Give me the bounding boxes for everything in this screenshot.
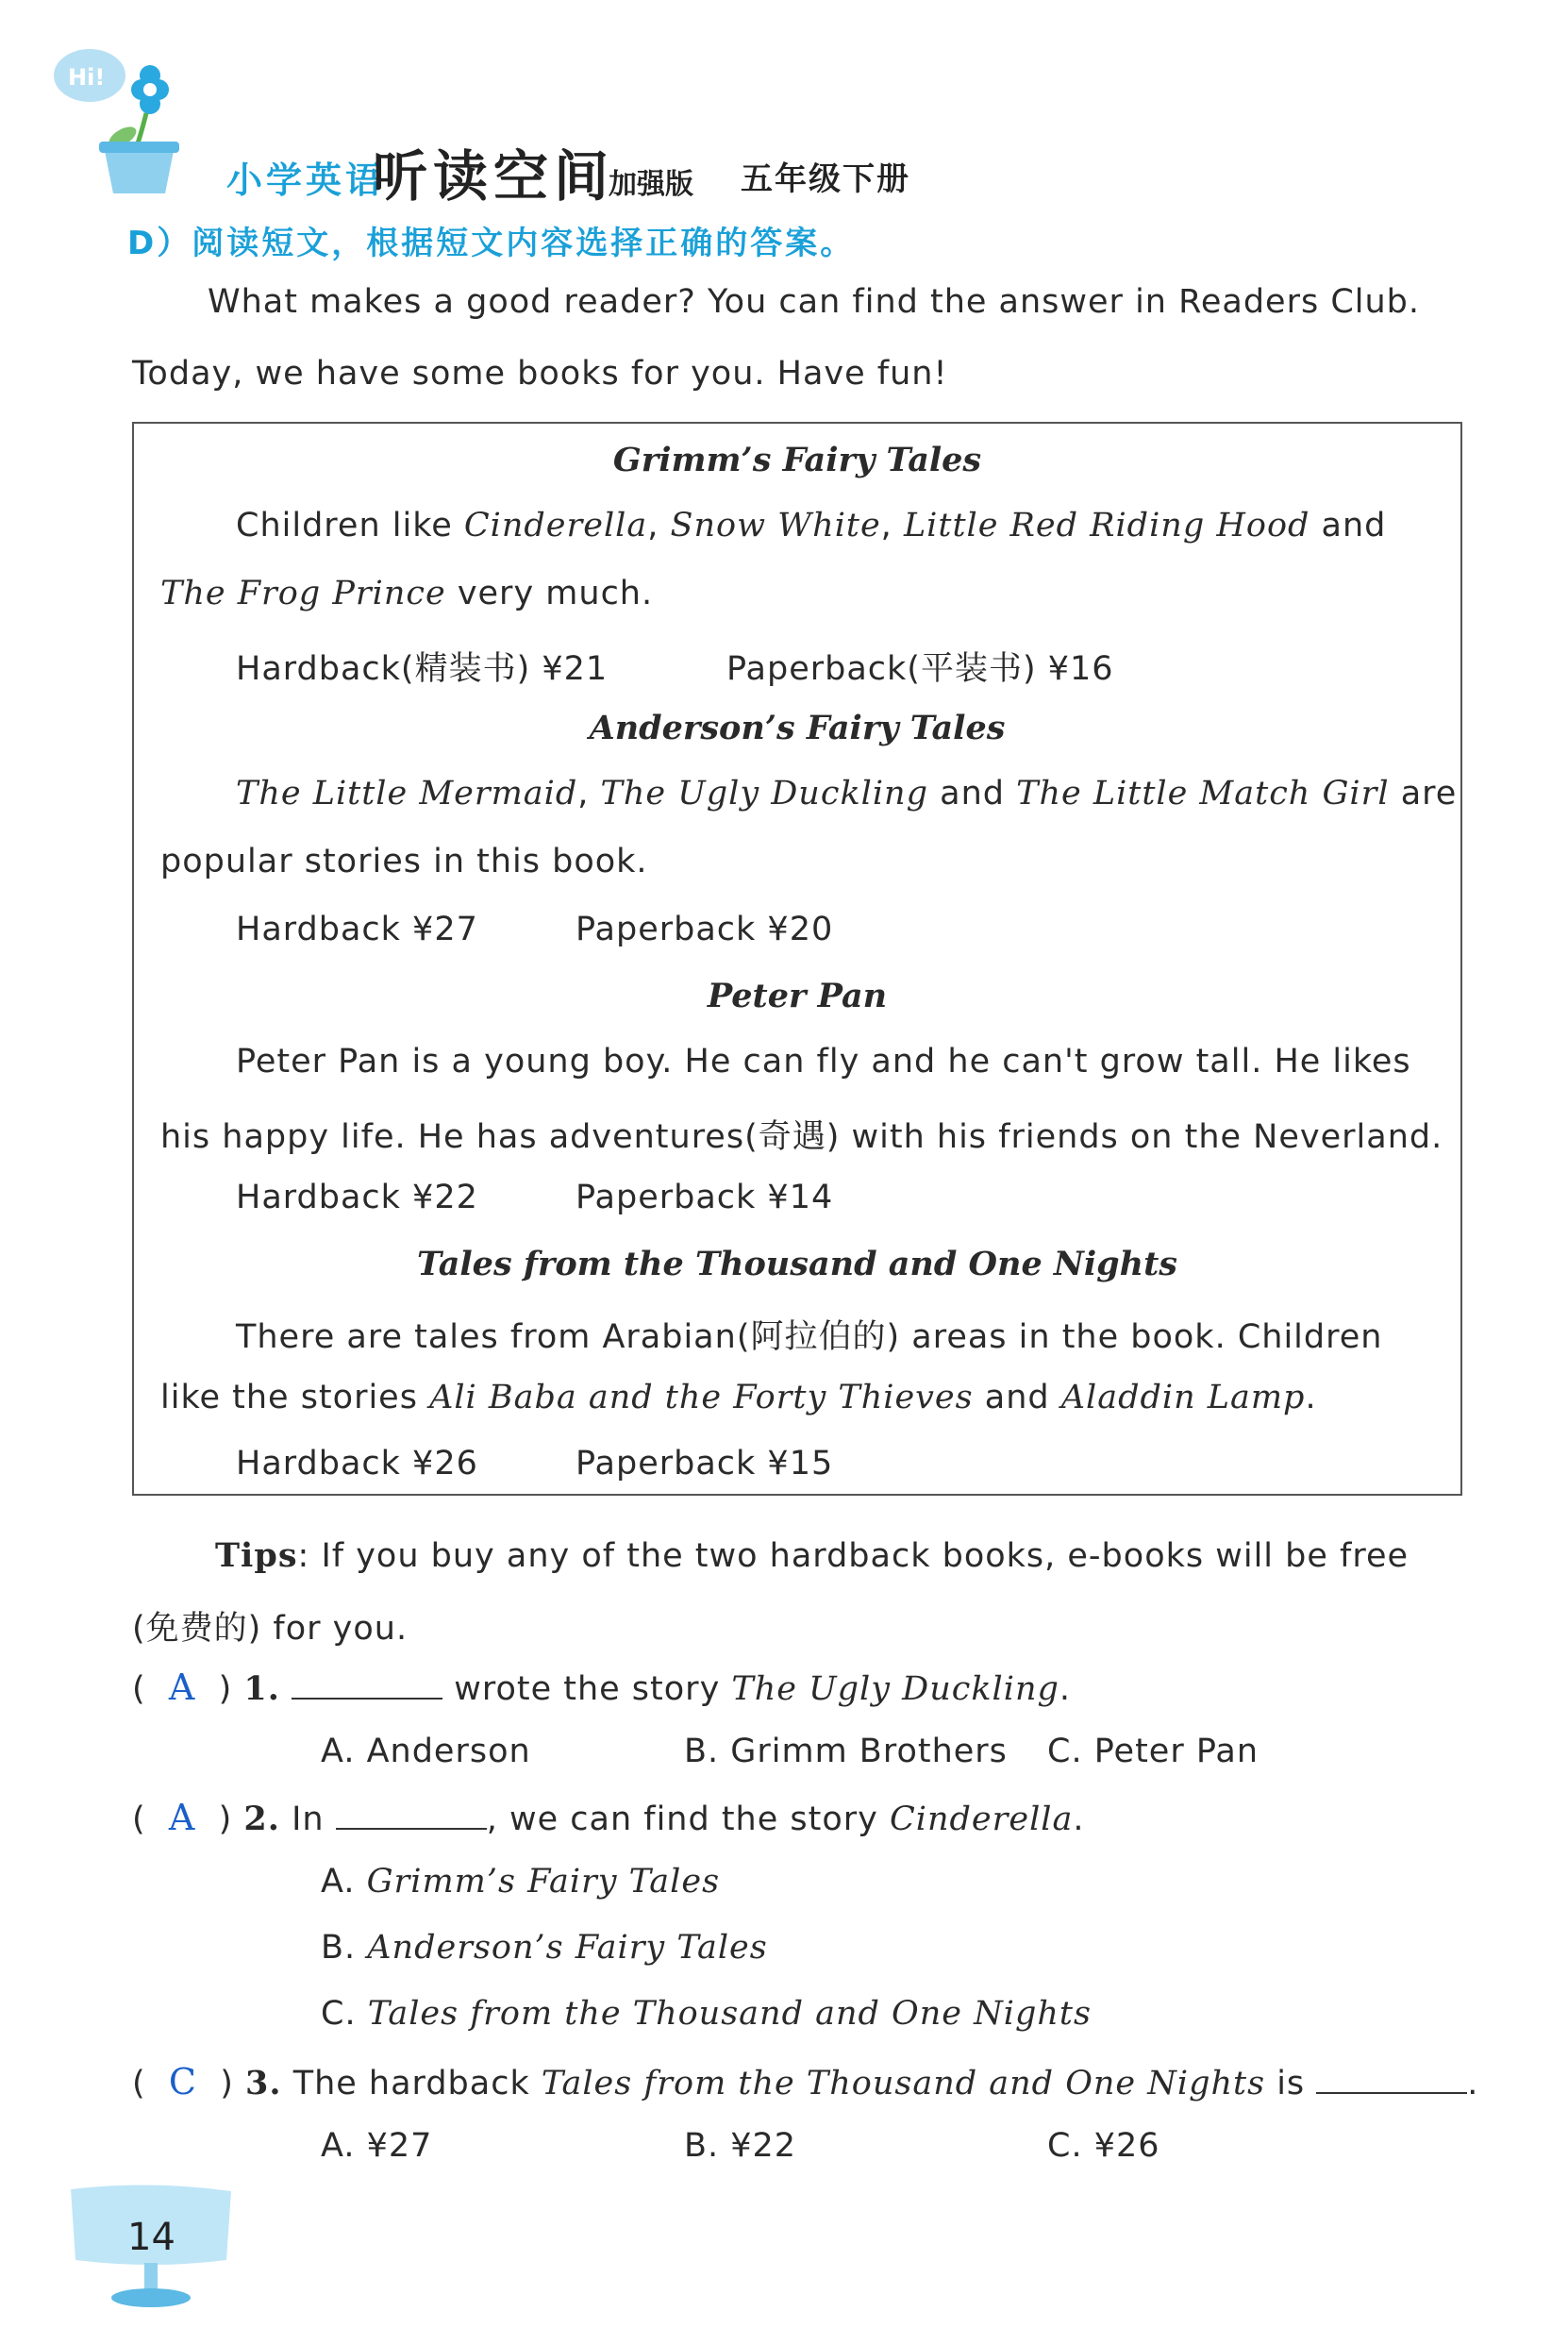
text: and <box>1309 507 1387 544</box>
story-title: Cinderella <box>463 507 648 544</box>
story-title: Little Red Riding Hood <box>903 507 1310 544</box>
book-desc-anderson-line2: popular stories in this book. <box>160 843 648 880</box>
thousand-nights-hardback-price: Hardback ¥26 <box>236 1445 478 1482</box>
paren-open: ( <box>132 1800 169 1838</box>
thousand-nights-paperback-price: Paperback ¥15 <box>575 1445 834 1482</box>
book-desc-thousand-nights-line1: There are tales from Arabian(阿拉伯的) areas in the book. Children <box>236 1318 1383 1356</box>
question-text: is <box>1265 2065 1317 2102</box>
book-desc-peter-pan-line2: his happy life. He has adventures(奇遇) with his friends on the Neverland. <box>160 1118 1443 1156</box>
story-title: The Little Match Girl <box>1016 775 1390 812</box>
text: , <box>647 507 671 544</box>
question-number: 1. <box>243 1669 280 1708</box>
answer-blank <box>292 1669 442 1700</box>
q3-option-b[interactable]: B. ¥22 <box>684 2127 797 2165</box>
tips-line-2: (免费的) for you. <box>132 1610 409 1648</box>
q2-option-c[interactable] <box>321 1995 1092 2033</box>
book-desc-thousand-nights-line2 <box>160 1379 1317 1416</box>
q2-option-a[interactable] <box>321 1863 720 1901</box>
section-title: D）阅读短文，根据短文内容选择正确的答案。 <box>127 225 856 262</box>
q3-option-a[interactable]: A. ¥27 <box>321 2127 433 2165</box>
grimm-hardback-price: Hardback(精装书) ¥21 <box>236 650 609 688</box>
question-end: . <box>1073 1800 1085 1838</box>
question-1 <box>132 1666 1071 1708</box>
option-letter: A. <box>321 1863 356 1901</box>
question-end: . <box>1467 2065 1479 2102</box>
option-title: Tales from the Thousand and One Nights <box>367 1995 1092 2033</box>
q1-option-a[interactable]: A. Anderson <box>321 1733 531 1770</box>
option-letter: B. <box>321 1929 357 1967</box>
peter-pan-hardback-price: Hardback ¥22 <box>236 1179 478 1216</box>
question-pre: In <box>292 1800 336 1838</box>
intro-line-1: What makes a good reader? You can find the answer in Readers Club. <box>208 283 1421 321</box>
page-number: 14 <box>127 2216 175 2259</box>
book-title-anderson: Anderson’s Fairy Tales <box>589 709 1006 747</box>
question-3 <box>132 2061 1478 2102</box>
text: , <box>577 775 601 812</box>
answer-2: A <box>168 1797 196 1838</box>
anderson-paperback-price: Paperback ¥20 <box>575 911 834 948</box>
option-title: Anderson’s Fairy Tales <box>367 1929 768 1967</box>
question-text: wrote the story <box>442 1670 732 1708</box>
paren-close: ) <box>195 1800 244 1838</box>
question-number: 3. <box>245 2064 282 2102</box>
tips-label: Tips <box>215 1536 298 1575</box>
story-title: The Little Mermaid <box>236 775 578 812</box>
text: and <box>973 1379 1061 1416</box>
peter-pan-paperback-price: Paperback ¥14 <box>575 1179 834 1216</box>
question-end: . <box>1059 1670 1072 1708</box>
answer-blank <box>1316 2064 1467 2094</box>
q2-option-b[interactable] <box>321 1929 768 1967</box>
question-pre: The hardback <box>292 2065 542 2102</box>
option-title: Grimm’s Fairy Tales <box>366 1863 721 1901</box>
answer-3: C <box>168 2061 197 2102</box>
q3-option-c[interactable]: C. ¥26 <box>1047 2127 1160 2165</box>
paren-open: ( <box>132 2065 169 2102</box>
q1-option-b[interactable]: B. Grimm Brothers <box>684 1733 1008 1770</box>
question-text: , we can find the story <box>486 1800 890 1838</box>
text: are <box>1389 775 1458 812</box>
book-title-peter-pan: Peter Pan <box>707 977 888 1015</box>
story-title: Aladdin Lamp <box>1060 1379 1306 1416</box>
question-number: 2. <box>243 1800 280 1838</box>
flower-pot-icon <box>47 38 179 198</box>
book-desc-grimm-line2 <box>160 575 653 612</box>
story-title: Cinderella <box>890 1800 1074 1838</box>
paren-open: ( <box>132 1670 169 1708</box>
story-title: Snow White <box>670 507 881 544</box>
tips-colon: : <box>297 1537 310 1575</box>
grimm-paperback-price: Paperback(平装书) ¥16 <box>726 650 1114 688</box>
story-title: The Frog Prince <box>160 575 446 612</box>
book-title: 听读空间 <box>373 144 615 209</box>
paren-close: ) <box>196 2065 246 2102</box>
option-letter: C. <box>321 1995 357 2033</box>
book-title-thousand-nights: Tales from the Thousand and One Nights <box>417 1245 1177 1283</box>
edition-label: 加强版 <box>609 168 693 201</box>
series-name: 小学英语 <box>226 159 386 201</box>
text: , <box>880 507 904 544</box>
grade-label: 五年级下册 <box>741 160 910 198</box>
text: Children like <box>236 507 464 544</box>
q1-option-c[interactable]: C. Peter Pan <box>1047 1733 1259 1770</box>
anderson-hardback-price: Hardback ¥27 <box>236 911 478 948</box>
text: very much. <box>445 575 654 612</box>
paren-close: ) <box>195 1670 244 1708</box>
text: and <box>928 775 1017 812</box>
answer-1: A <box>168 1666 196 1708</box>
story-title: Tales from the Thousand and One Nights <box>541 2065 1266 2102</box>
book-desc-peter-pan-line1: Peter Pan is a young boy. He can fly and he can't grow tall. He likes <box>236 1043 1411 1080</box>
page-header <box>47 38 991 208</box>
hi-badge-text: Hi! <box>68 64 106 91</box>
book-desc-grimm-line1 <box>236 507 1386 544</box>
text: like the stories <box>160 1379 430 1416</box>
tips-line-1 <box>215 1536 1409 1575</box>
book-desc-anderson-line1 <box>236 775 1457 812</box>
story-title: The Ugly Duckling <box>600 775 928 812</box>
intro-line-2: Today, we have some books for you. Have fun! <box>132 355 948 393</box>
question-2 <box>132 1797 1084 1838</box>
book-list-box <box>132 422 1462 1496</box>
tips-text: If you buy any of the two hardback books, e-books will be free <box>309 1537 1410 1575</box>
book-title-grimm: Grimm’s Fairy Tales <box>612 441 982 479</box>
answer-blank <box>336 1800 487 1830</box>
story-title: Ali Baba and the Forty Thieves <box>429 1379 974 1416</box>
text: . <box>1305 1379 1317 1416</box>
story-title: The Ugly Duckling <box>731 1670 1059 1708</box>
